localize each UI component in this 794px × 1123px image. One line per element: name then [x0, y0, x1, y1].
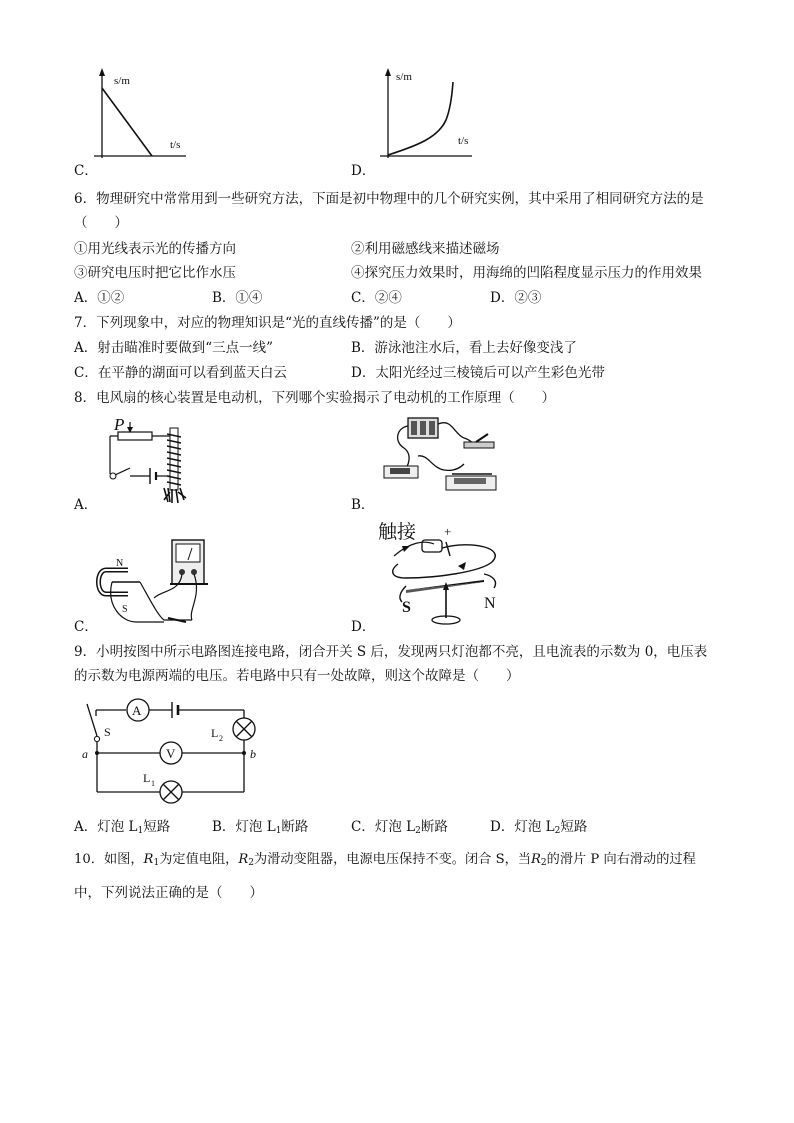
- voltmeter-label: V: [166, 746, 176, 761]
- lamp1-label: L: [143, 771, 151, 785]
- figD-touch-label: 触接: [378, 522, 417, 543]
- q9-option-c: C．灯泡 $L_2$断路: [351, 819, 448, 836]
- graph-d-xlabel: t/s: [458, 135, 469, 147]
- q8-figure-b-motor-setup: [382, 412, 502, 494]
- graph-d-ylabel: s/m: [396, 71, 412, 83]
- q8-stem: 8．电风扇的核心装置是电动机，下列哪个实验揭示了电动机的工作原理（ ）: [74, 390, 556, 406]
- q10-stem-line1: 10．如图，$R_1$为定值电阻，$R_2$为滑动变阻器，电源电压保持不变。闭合 S，当$R_2$的滑片 P 向右滑动的过程: [74, 852, 696, 868]
- q9-option-a: A．灯泡 $L_1$短路: [74, 819, 171, 836]
- lamp2-label: L: [211, 726, 219, 740]
- lamp1-subscript: 1: [151, 779, 155, 788]
- q6-item-1: ①用光线表示光的传播方向: [74, 241, 236, 257]
- q6-item-4: ④探究压力效果时，用海绵的凹陷程度显示压力的作用效果: [351, 265, 702, 281]
- q7-option-a: A．射击瞄准时要做到“三点一线”: [74, 340, 274, 356]
- q5-option-c: C．: [74, 163, 98, 179]
- q5-graph-c: [88, 66, 188, 164]
- q6-option-b: B．①④: [212, 290, 263, 306]
- q6-option-d: D．②③: [490, 290, 542, 306]
- q8-option-b: B．: [351, 497, 375, 513]
- q9-stem-line2: 的示数为电源两端的电压。若电路中只有一处故障，则这个故障是（ ）: [74, 668, 520, 684]
- q7-option-b: B．游泳池注水后，看上去好像变浅了: [351, 340, 577, 356]
- switch-label: S: [104, 725, 111, 739]
- q8-option-a: A．: [74, 497, 98, 513]
- q8-figure-c-induction: [92, 536, 212, 628]
- q9-circuit-diagram: [76, 694, 266, 810]
- figD-s-label: S: [402, 599, 411, 616]
- q9-option-b: B．灯泡 $L_1$断路: [212, 819, 309, 836]
- q6-item-3: ③研究电压时把它比作水压: [74, 265, 236, 281]
- figC-s-label: S: [122, 604, 128, 615]
- q8-option-d: D．: [351, 619, 376, 635]
- graph-c-ylabel: s/m: [114, 75, 130, 87]
- q6-item-2: ②利用磁感线来描述磁场: [351, 241, 500, 257]
- q7-stem: 7．下列现象中，对应的物理知识是“光的直线传播”的是（ ）: [74, 315, 461, 331]
- node-a-label: a: [82, 747, 88, 761]
- graph-c-xlabel: t/s: [170, 139, 181, 151]
- lamp2-subscript: 2: [219, 734, 223, 743]
- q10-stem-line2: 中，下列说法正确的是（ ）: [74, 885, 263, 901]
- figC-n-label: N: [116, 558, 124, 569]
- q6-option-a: A．①②: [74, 290, 125, 306]
- q8-option-c: C．: [74, 619, 98, 635]
- q7-option-d: D．太阳光经过三棱镜后可以产生彩色光带: [351, 365, 605, 381]
- q9-stem-line1: 9．小明按图中所示电路图连接电路，闭合开关 S 后，发现两只灯泡都不亮，且电流表的示数为 0，电压表: [74, 644, 708, 660]
- q6-paren: （ ）: [74, 215, 128, 231]
- figD-plus-label: +: [444, 524, 452, 539]
- q7-option-c: C．在平静的湖面可以看到蓝天白云: [74, 365, 287, 381]
- q8-figure-d-compass: [376, 516, 516, 628]
- q5-graph-d: [376, 66, 476, 164]
- q8-figure-a-electromagnet: [100, 412, 200, 507]
- q6-option-c: C．②④: [351, 290, 402, 306]
- figD-n-label: N: [484, 595, 496, 612]
- ammeter-label: A: [132, 703, 142, 718]
- node-b-label: b: [250, 747, 256, 761]
- q9-option-d: D．灯泡 $L_2$短路: [490, 819, 588, 836]
- q6-stem: 6．物理研究中常常用到一些研究方法，下面是初中物理中的几个研究实例，其中采用了相同研究方法的是: [74, 191, 704, 207]
- figA-p-label: P: [114, 415, 125, 434]
- q5-option-d: D．: [351, 163, 376, 179]
